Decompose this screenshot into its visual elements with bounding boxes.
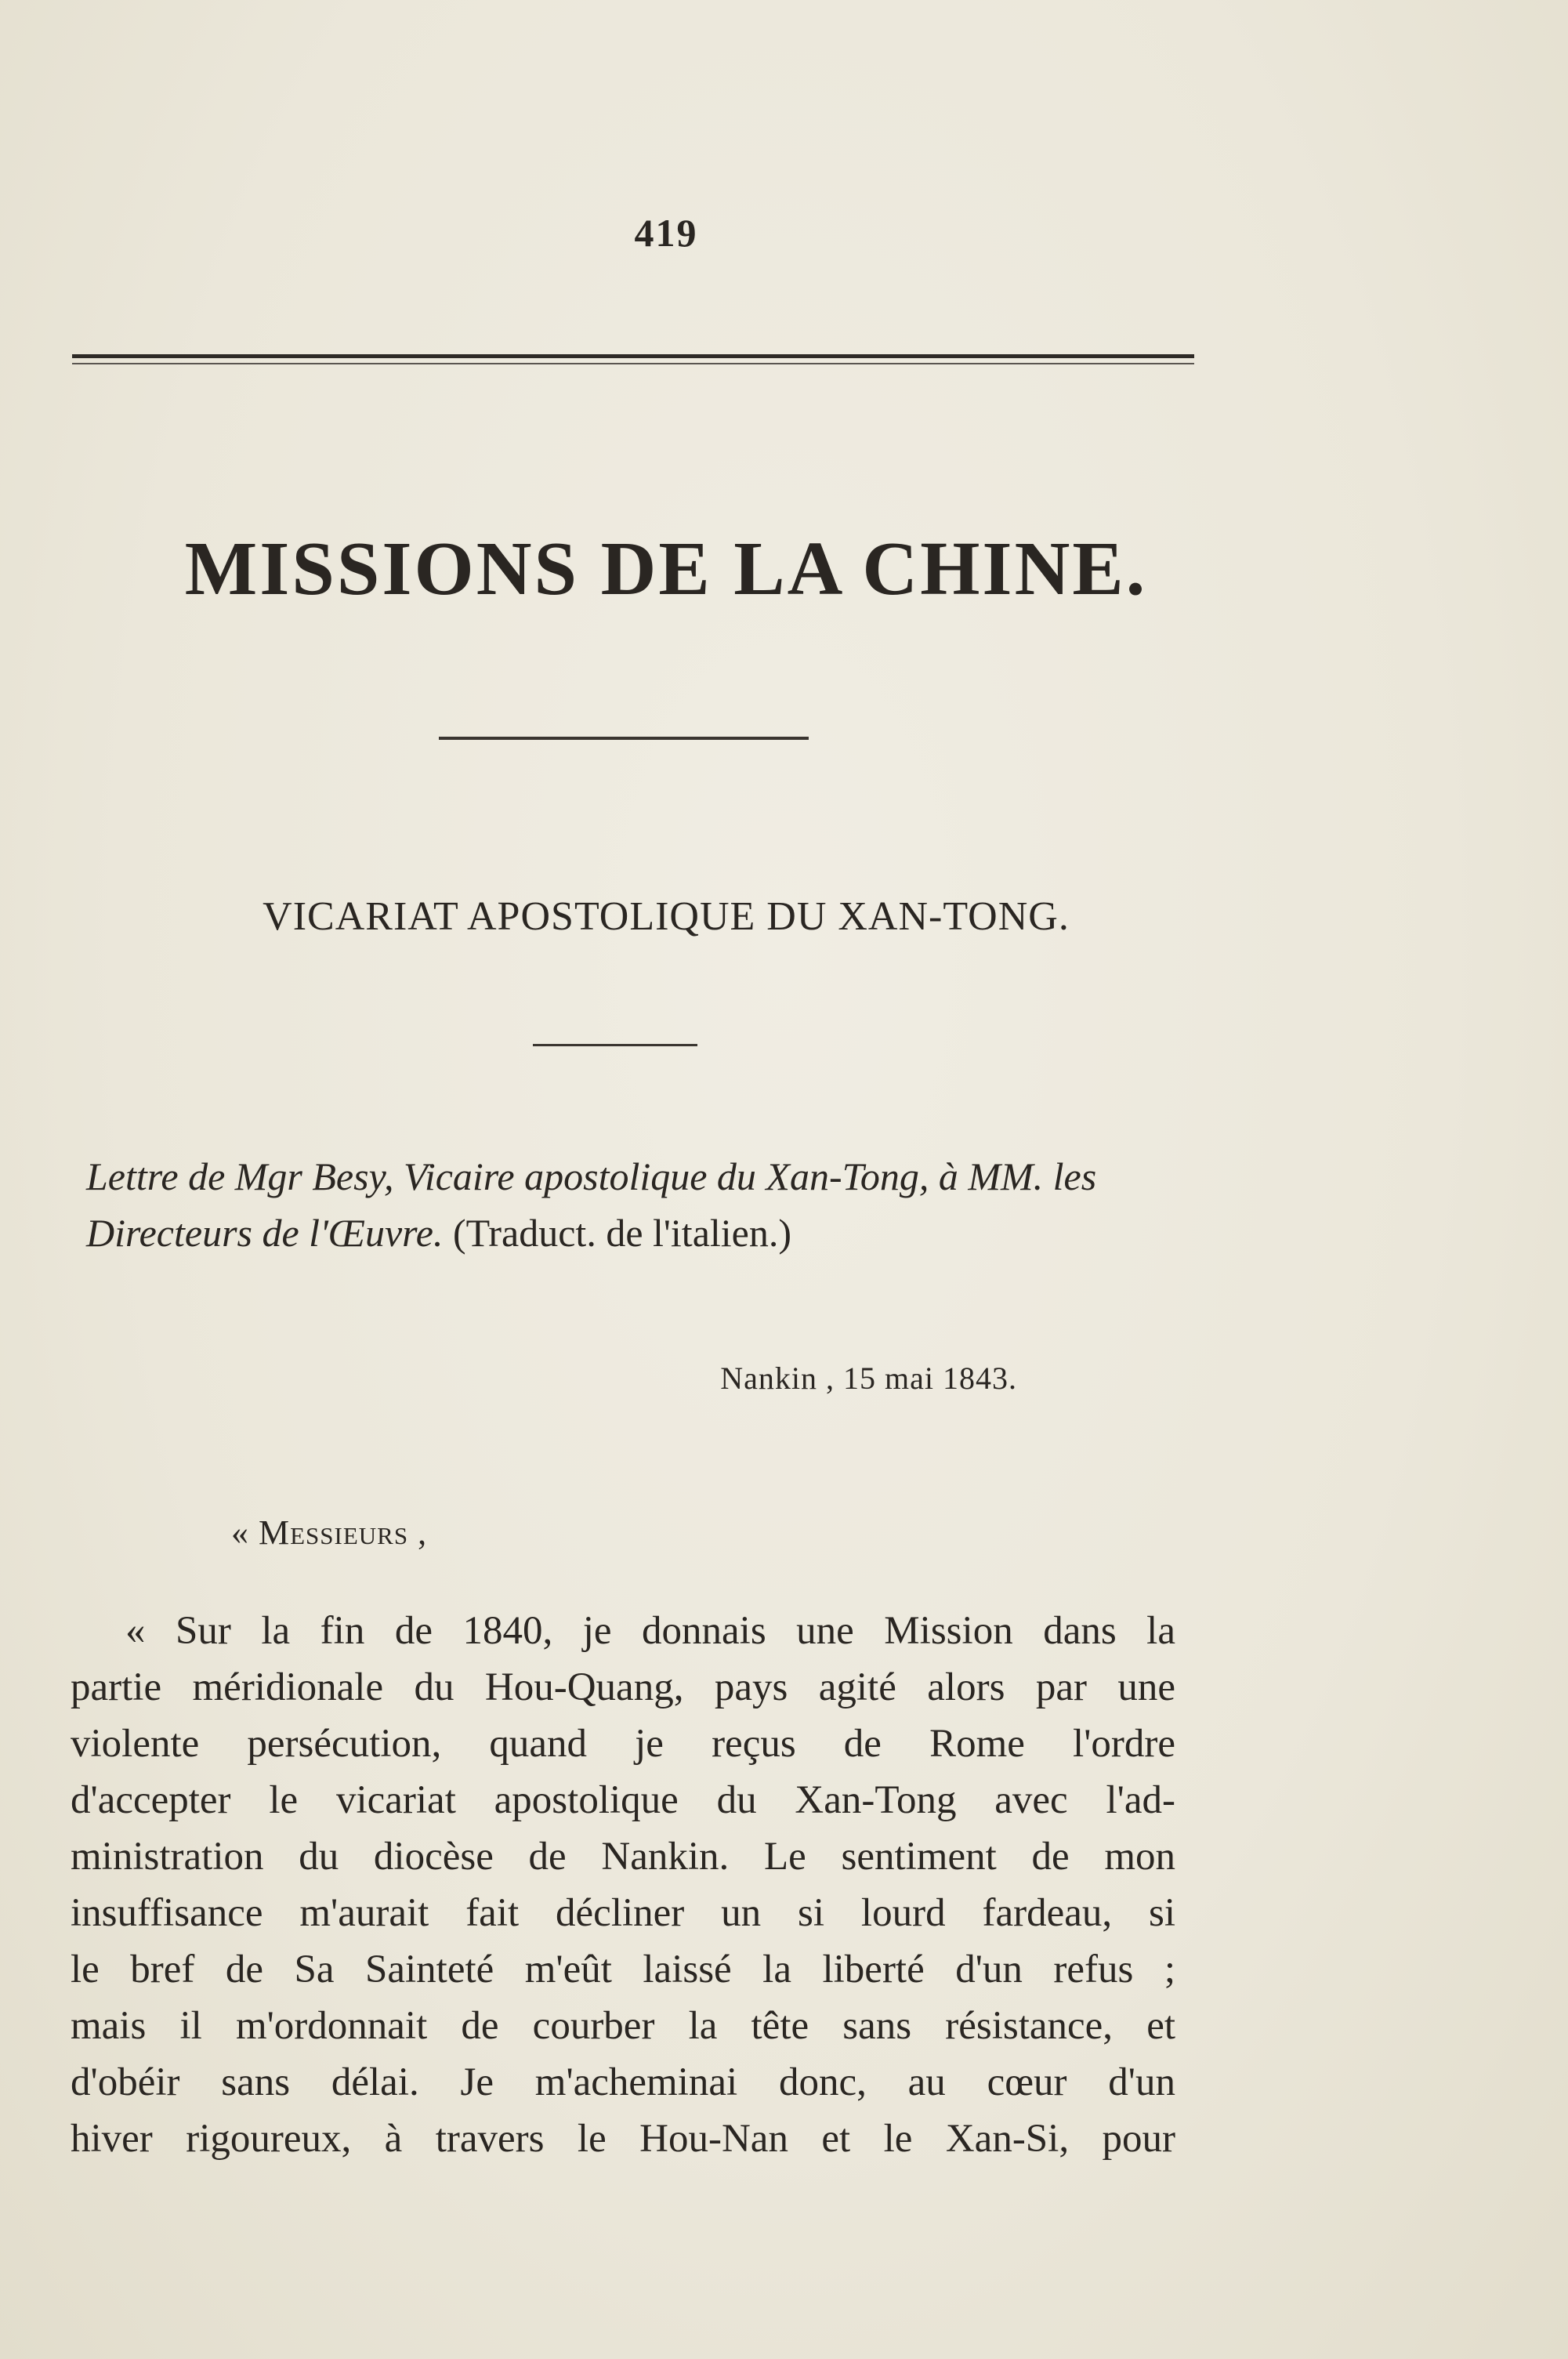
dateline: Nankin , 15 mai 1843. (720, 1361, 1017, 1396)
body-line: d'accepter le vicariat apostolique du Xan-Tong avec l'ad- (71, 1778, 1175, 1822)
body-line: insuffisance m'aurait fait décliner un si lourd fardeau, si (71, 1891, 1175, 1935)
section-title: MISSIONS DE LA CHINE. (184, 527, 1148, 611)
body-line: d'obéir sans délai. Je m'acheminai donc, au cœur d'un (71, 2060, 1175, 2104)
salutation-text: « Messieurs , (231, 1513, 428, 1552)
header-rule (72, 354, 1194, 358)
letter-title-italic: Lettre de Mgr Besy, Vicaire apostolique du Xan-Tong, à MM. les Directeurs de l'Œuvre. (86, 1154, 1097, 1255)
body-line: « Sur la fin de 1840, je donnais une Mission dans la (125, 1609, 1175, 1653)
letter-title-roman: (Traduct. de l'italien.) (443, 1211, 792, 1255)
salutation (231, 1513, 427, 1553)
body-line: mais il m'ordonnait de courber la tête sans résistance, et (71, 2004, 1175, 2048)
body-line: partie méridionale du Hou-Quang, pays agité alors par une (71, 1665, 1175, 1709)
body-line: hiver rigoureux, à travers le Hou-Nan et le Xan-Si, pour (71, 2117, 1175, 2161)
page-number: 419 (634, 211, 698, 255)
small-divider (533, 1044, 697, 1046)
body-line: violente persécution, quand je reçus de Rome l'ordre (71, 1722, 1175, 1766)
body-line: le bref de Sa Sainteté m'eût laissé la liberté d'un refus ; (71, 1948, 1175, 1991)
section-divider (439, 737, 809, 740)
letter-title (86, 1148, 1199, 1261)
vicariat-heading: VICARIAT APOSTOLIQUE DU XAN-TONG. (263, 894, 1070, 939)
header-rule-thin (72, 363, 1194, 364)
body-text (71, 1603, 1175, 2167)
body-line: ministration du diocèse de Nankin. Le sentiment de mon (71, 1835, 1175, 1879)
